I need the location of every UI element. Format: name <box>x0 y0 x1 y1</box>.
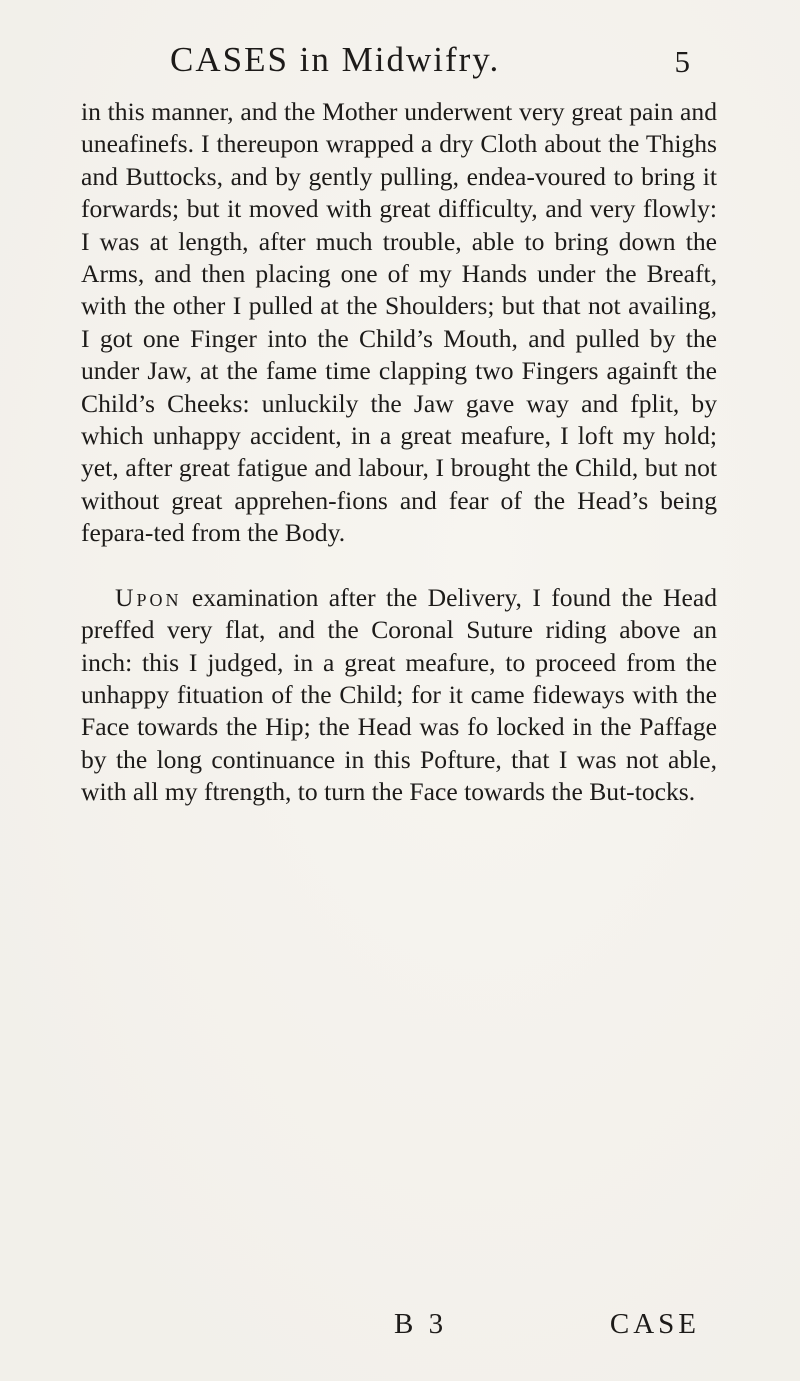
paragraph-gap <box>81 550 717 582</box>
paragraph-2-lead: Upon <box>115 582 182 612</box>
paragraph-1 <box>81 96 717 550</box>
body-text <box>81 96 717 809</box>
signature-mark: B 3 <box>394 1308 448 1340</box>
paragraph-1-text: in this manner, and the Mother underwent very great pain and uneafinefs. I thereupon wrapped a dry Cloth about the Thighs and Buttocks, and by gently pulling, endea-voured to bring it forwards; but it moved with great difficulty, and very flowly: I was at length, after much trouble, able to bring down the Arms, and then placing one of my Hands under the Breaft, with the other I pulled at the Shoulders; but that not availing, I got one Finger into the Child’s Mouth, and pulled by the under Jaw, at the fame time clapping two Fingers againft the Child’s Cheeks: unluckily the Jaw gave way and fplit, by which unhappy accident, in a great meafure, I loft my hold; yet, after great fatigue and labour, I brought the Child, but not without great apprehen-fions and fear of the Head’s being fepara-ted from the Body. <box>81 97 717 548</box>
paragraph-2-text: examination after the Delivery, I found the Head preffed very flat, and the Coronal Suture riding above an inch: this I judged, in a great meafure, to proceed from the unhappy fituation of the Child; for it came fideways with the Face towards the Hip; the Head was fo locked in the Paffage by the long continuance in this Pofture, that I was not able, with all my ftrength, to turn the Face towards the But-tocks. <box>81 582 717 807</box>
paragraph-2 <box>81 582 717 809</box>
page-header <box>170 40 690 90</box>
catchword: CASE <box>609 1308 700 1340</box>
running-head: CASES in Midwifry. <box>170 40 501 79</box>
page-footer <box>140 1308 700 1348</box>
page-number: 5 <box>674 44 690 79</box>
